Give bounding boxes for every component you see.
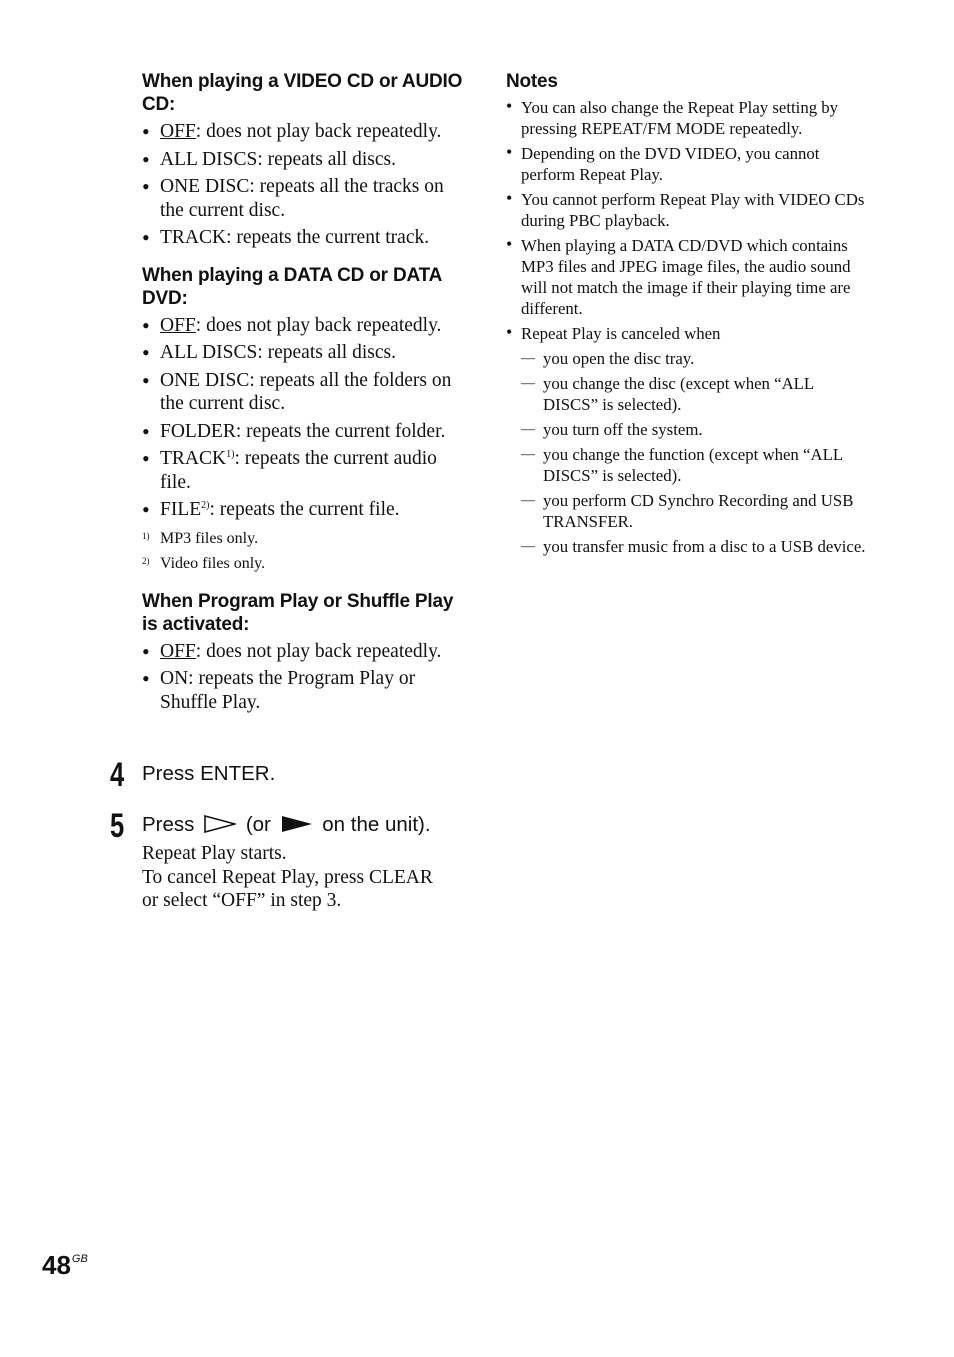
notes-column bbox=[506, 70, 866, 561]
note-subitem: — you transfer music from a disc to a USB device. bbox=[506, 536, 866, 557]
list-item: • OFF: does not play back repeatedly. bbox=[142, 640, 472, 664]
footnote: 1) MP3 files only. bbox=[142, 529, 259, 547]
list-item: • ON: repeats the Program Play or Shuffle Play. bbox=[142, 667, 472, 714]
list-item: • TRACK: repeats the current track. bbox=[142, 226, 472, 250]
note-item: • You cannot perform Repeat Play with VIDEO CDs during PBC playback. bbox=[506, 189, 866, 231]
note-subitem: — you change the function (except when “ALL DISCS” is selected). bbox=[506, 444, 866, 486]
note-subitem: — you change the disc (except when “ALL DISCS” is selected). bbox=[506, 373, 866, 415]
step-5-body: Repeat Play starts. To cancel Repeat Play, press CLEAR or select “OFF” in step 3. bbox=[142, 843, 433, 911]
step-text: Press ENTER. bbox=[142, 762, 276, 785]
list-item: • FOLDER: repeats the current folder. bbox=[142, 420, 472, 444]
list-item: • ONE DISC: repeats all the tracks on the current disc. bbox=[142, 175, 472, 222]
list-item: • ALL DISCS: repeats all discs. bbox=[142, 148, 472, 172]
list-item: • ONE DISC: repeats all the folders on the current disc. bbox=[142, 369, 472, 416]
section-heading: When playing a DATA CD or DATA DVD: bbox=[142, 264, 442, 309]
play-filled-icon bbox=[281, 815, 313, 833]
page-number: $48^{GB}$ bbox=[42, 1250, 88, 1280]
footnote: 2) Video files only. bbox=[142, 554, 266, 572]
left-column bbox=[142, 70, 472, 718]
list-item: • OFF: does not play back repeatedly. bbox=[142, 120, 472, 144]
note-item: • When playing a DATA CD/DVD which contains MP3 files and JPEG image files, the audio sound will not match the image if their playing time are different. bbox=[506, 235, 866, 319]
section-video-cd bbox=[142, 70, 472, 250]
play-outline-icon bbox=[204, 815, 236, 833]
notes-heading: Notes bbox=[506, 71, 558, 92]
note-subitem: — you open the disc tray. bbox=[506, 348, 866, 369]
note-item: • Repeat Play is canceled when bbox=[506, 323, 866, 344]
step-text: Press (or on the unit). bbox=[142, 813, 431, 836]
note-subitem: — you perform CD Synchro Recording and USB TRANSFER. bbox=[506, 490, 866, 532]
note-subitem: — you turn off the system. bbox=[506, 419, 866, 440]
list-item: • ALL DISCS: repeats all discs. bbox=[142, 341, 472, 365]
section-program-play bbox=[142, 590, 472, 715]
section-heading: When playing a VIDEO CD or AUDIO CD: bbox=[142, 71, 463, 115]
note-item: • Depending on the DVD VIDEO, you cannot perform Repeat Play. bbox=[506, 143, 866, 185]
list-item: • FILE$^{2)}$: repeats the current file. bbox=[142, 498, 472, 522]
section-heading: When Program Play or Shuffle Play is activated: bbox=[142, 590, 454, 635]
section-data-cd bbox=[142, 264, 472, 576]
list-item: • TRACK$^{1)}$: repeats the current audio file. bbox=[142, 447, 472, 494]
note-item: • You can also change the Repeat Play setting by pressing REPEAT/FM MODE repeatedly. bbox=[506, 97, 866, 139]
list-item: • OFF: does not play back repeatedly. bbox=[142, 314, 472, 338]
step-number: 4 bbox=[110, 756, 125, 794]
step-number: 5 bbox=[110, 807, 125, 845]
